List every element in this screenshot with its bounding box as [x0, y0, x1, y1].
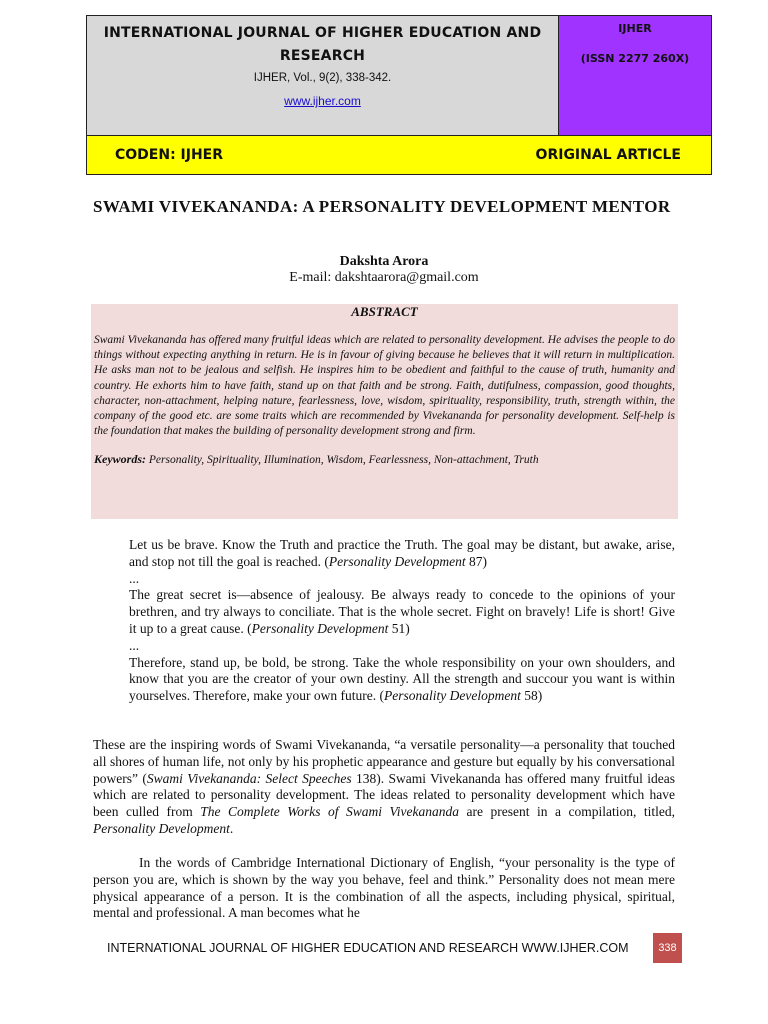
quote-ellipsis: ... — [129, 570, 140, 586]
quote-page: 58) — [520, 688, 543, 704]
quote-paragraph — [129, 655, 675, 705]
text-run: These are the inspiring words of Swami Vivekananda, “a versatile personality—a personality that touched all shores of human life, not only by his prophetic appearance and gesture but equally by his conversational powers” ( — [93, 737, 675, 786]
article-type-label: ORIGINAL ARTICLE — [535, 147, 681, 163]
body-paragraph-2 — [93, 855, 675, 922]
quote-ellipsis: ... — [129, 637, 140, 653]
text-run: are present in a compilation, titled, — [459, 804, 675, 820]
quote-paragraph — [129, 587, 675, 637]
keywords-line — [94, 452, 675, 467]
text-run: . — [229, 820, 234, 836]
article-title: SWAMI VIVEKANANDA: A PERSONALITY DEVELOPMENT MENTOR — [93, 197, 671, 216]
citation: Personality Development — [93, 820, 230, 836]
citation: The Complete Works of Swami Vivekananda — [200, 804, 459, 820]
block-quote — [129, 537, 675, 705]
abstract-text: Swami Vivekananda has offered many fruitful ideas which are related to personality development. He advises the people to do things without expecting anything in return. He is in favour of giving because he believes that it will return in multiplication. He asks man not to be jealous and selfish. He inspires him to be obedient and faithful to the cause of truth, humanity and country. He exhorts him to have faith, stand up on that faith and be strong. Faith, dutifulness, compassion, good thoughts, character, non-attachment, helping nature, fearlessness, love, wisdom, spirituality, responsibility, truth, strength within, the company of the good etc. are some traits which are recommended by Vivekananda for personality development. Self-help is the foundation that makes the building of personality development strong and firm. — [94, 334, 675, 438]
quote-page: 87) — [465, 553, 488, 569]
page-number-badge: 338 — [653, 933, 682, 963]
journal-abbr: IJHER — [618, 22, 652, 35]
abstract-heading: ABSTRACT — [351, 304, 418, 319]
header-top-row — [87, 16, 711, 136]
quote-paragraph — [129, 537, 675, 571]
quote-page: 51) — [388, 620, 410, 636]
journal-issn: (ISSN 2277 260X) — [580, 52, 690, 65]
quote-citation: Personality Development — [328, 553, 466, 569]
quote-citation: Personality Development — [251, 620, 389, 636]
paragraph-text: In the words of Cambridge International Dictionary of English, “your personality is the type of person you are, which is shown by the way you behave, feel and think.” Personality does not mean mere physical appearance of a person. It is the combination of all the aspects, including physical, spiritual, mental and professional. A man becomes what he — [93, 855, 675, 921]
header-issn-cell — [559, 16, 711, 135]
quote-text: Therefore, stand up, be bold, be strong. Take the whole responsibility on your own shoulders, and know that you are the creator of your own destiny. All the strength and succour you want is within yourselves. Therefore, make your own future. ( — [129, 654, 675, 704]
journal-link[interactable]: www.ijher.com — [284, 94, 361, 108]
quote-citation: Personality Development — [384, 688, 521, 704]
header-journal-cell — [87, 16, 559, 135]
header-coden-row — [87, 136, 711, 174]
citation: Swami Vivekananda: Select Speeches — [146, 770, 352, 786]
keywords-label: Keywords: — [94, 452, 146, 467]
author-name: Dakshta Arora — [339, 254, 429, 269]
journal-volume: IJHER, Vol., 9(2), 338-342. — [253, 72, 392, 84]
text-run: 138). Swami Vivekananda has offered many fruitful ideas which are related to personality development. The ideas related to personality development which have been culled from — [93, 770, 675, 820]
quote-text: Let us be brave. Know the Truth and practice the Truth. The goal may be distant, but awake, arise, and stop not till the goal is reached. ( — [129, 537, 675, 569]
journal-header — [86, 15, 712, 175]
quote-text: The great secret is—absence of jealousy. Be always ready to concede to the opinions of your brethren, and try always to conciliate. That is the whole secret. Fight on bravely! Life is short! Give it up to a great cause. ( — [129, 587, 675, 636]
author-email: E-mail: dakshtaarora@gmail.com — [289, 270, 479, 285]
body-paragraph-1 — [93, 737, 675, 838]
journal-title: INTERNATIONAL JOURNAL OF HIGHER EDUCATION AND RESEARCH — [103, 25, 542, 64]
abstract-box — [91, 304, 678, 519]
coden-label: CODEN: IJHER — [115, 147, 224, 163]
page-footer: INTERNATIONAL JOURNAL OF HIGHER EDUCATION AND RESEARCH WWW.IJHER.COM — [107, 941, 629, 955]
keywords-list: Personality, Spirituality, Illumination, Wisdom, Fearlessness, Non-attachment, Truth — [148, 454, 539, 467]
paragraph-text — [93, 737, 675, 838]
